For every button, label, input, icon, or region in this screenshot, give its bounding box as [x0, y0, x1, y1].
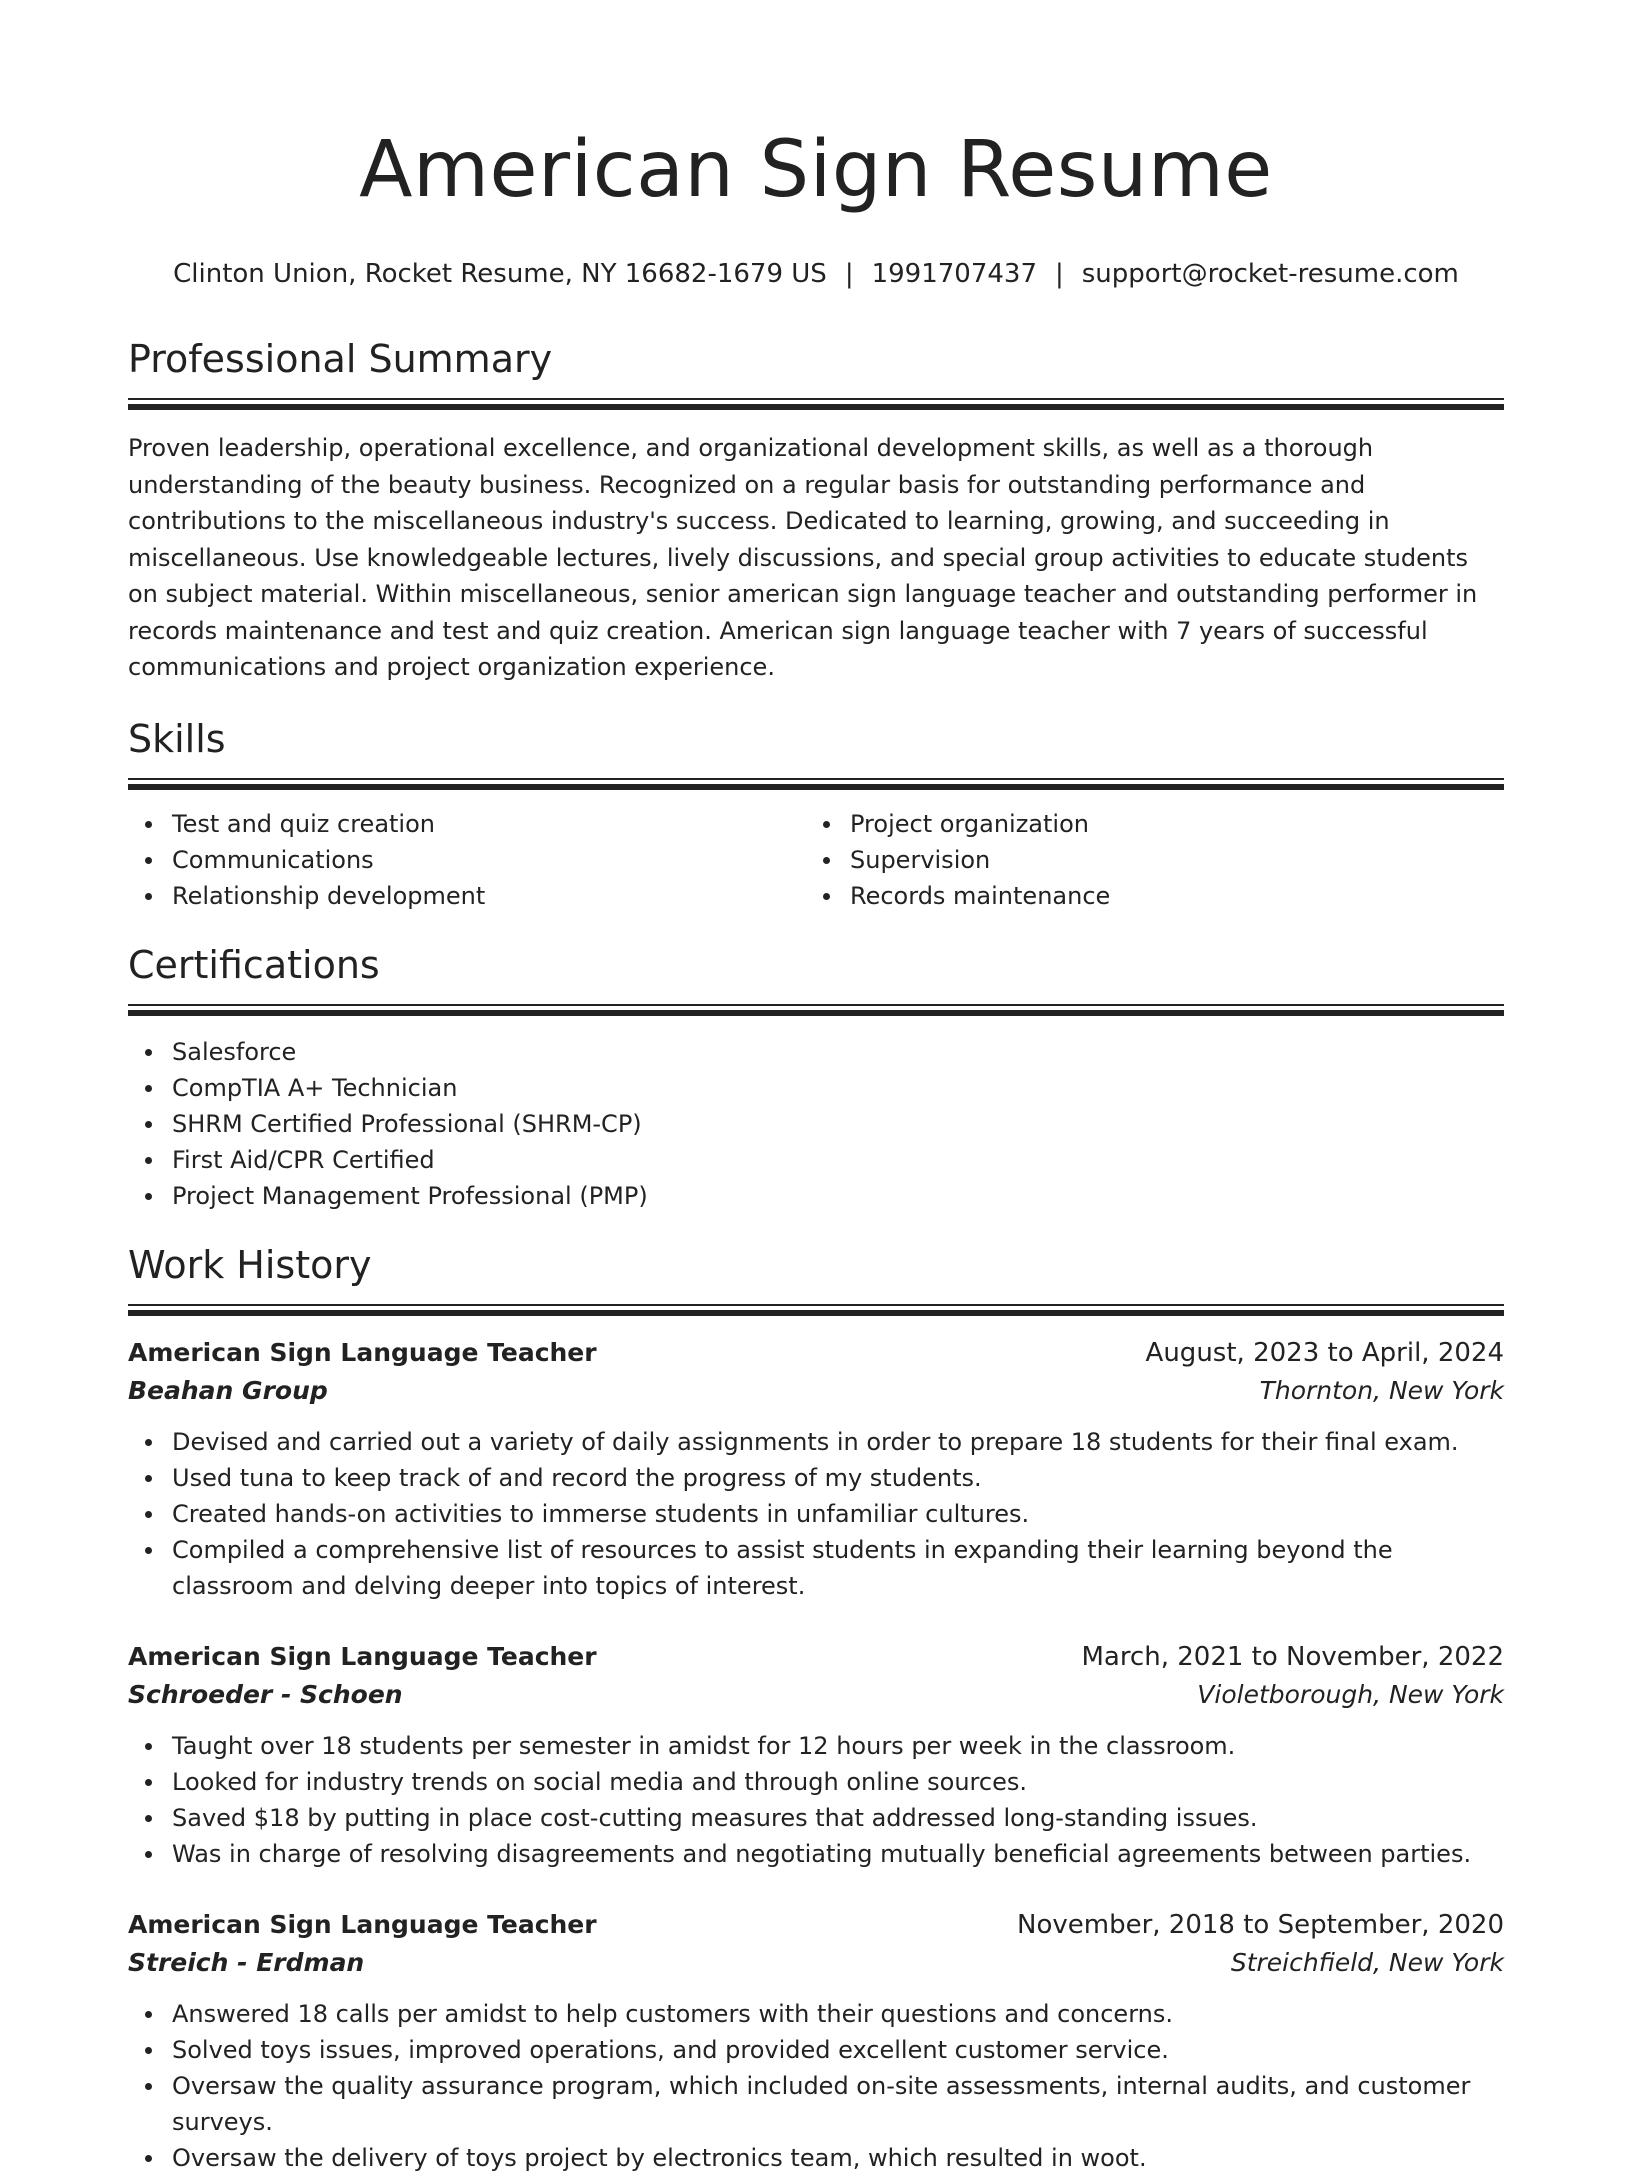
skill-item: Test and quiz creation	[128, 806, 806, 842]
skill-item: Relationship development	[128, 878, 806, 914]
certification-item: Project Management Professional (PMP)	[128, 1178, 1504, 1214]
job-title: American Sign Language Teacher	[128, 1909, 597, 1939]
resume-page	[128, 0, 1504, 2176]
skill-item: Supervision	[806, 842, 1484, 878]
job-company: Schroeder - Schoen	[128, 1679, 403, 1709]
section-divider	[128, 1004, 1504, 1014]
summary-text: Proven leadership, operational excellence, and organizational development skills, as well as a thorough understanding of the beauty business. Recognized on a regular basis for outstanding performance and contributions to the miscellaneous industry's success. Dedicated to learning, growing, and succeeding in miscellaneous. Use knowledgeable lectures, lively discussions, and special group activities to educate students on subject material. Within miscellaneous, senior american sign language teacher and outstanding performer in records maintenance and test and quiz creation. American sign language teacher with 7 years of successful communications and project organization experience.	[128, 434, 1478, 681]
skills-list-right	[806, 806, 1484, 914]
job-bullet: Compiled a comprehensive list of resources to assist students in expanding their learning beyond the classroom and delving deeper into topics of interest.	[128, 1532, 1504, 1604]
contact-address: Clinton Union, Rocket Resume, NY 16682-1679 US	[173, 259, 827, 289]
professional-summary-section	[128, 334, 1504, 686]
job-bullet: Oversaw the delivery of toys project by electronics team, which resulted in woot.	[128, 2140, 1504, 2176]
job-bullet: Answered 18 calls per amidst to help customers with their questions and concerns.	[128, 1996, 1504, 2032]
work-history-section	[128, 1240, 1504, 2176]
certification-item: SHRM Certified Professional (SHRM-CP)	[128, 1106, 1504, 1142]
job-header-row	[128, 1906, 1504, 1944]
job-location: Thornton, New York	[1259, 1375, 1504, 1405]
job-company: Streich - Erdman	[128, 1947, 365, 1977]
section-divider	[128, 778, 1504, 788]
certification-item: Salesforce	[128, 1034, 1504, 1070]
job-dates: November, 2018 to September, 2020	[1017, 1909, 1504, 1940]
contact-email: support@rocket-resume.com	[1081, 259, 1459, 289]
job-bullet: Created hands-on activities to immerse students in unfamiliar cultures.	[128, 1496, 1504, 1532]
job-entry	[128, 1638, 1504, 1872]
skill-item: Communications	[128, 842, 806, 878]
contact-separator: |	[1055, 259, 1064, 289]
certifications-list	[128, 1034, 1504, 1214]
skill-item: Project organization	[806, 806, 1484, 842]
job-bullets	[128, 1728, 1504, 1872]
contact-line	[128, 256, 1504, 292]
job-bullet: Used tuna to keep track of and record the progress of my students.	[128, 1460, 1504, 1496]
job-company: Beahan Group	[128, 1375, 328, 1405]
job-bullets	[128, 1996, 1504, 2176]
job-bullet: Looked for industry trends on social media and through online sources.	[128, 1764, 1504, 1800]
resume-name: American Sign Resume	[359, 125, 1273, 215]
skill-item: Records maintenance	[806, 878, 1484, 914]
job-location: Violetborough, New York	[1197, 1679, 1504, 1709]
job-bullet: Oversaw the quality assurance program, which included on-site assessments, internal audits, and customer surveys.	[128, 2068, 1504, 2140]
section-title-certifications: Certifications	[128, 942, 380, 987]
job-title: American Sign Language Teacher	[128, 1337, 597, 1367]
contact-phone: 1991707437	[871, 259, 1037, 289]
contact-separator: |	[844, 259, 854, 289]
job-bullet: Saved $18 by putting in place cost-cutting measures that addressed long-standing issues.	[128, 1800, 1504, 1836]
section-title-summary: Professional Summary	[128, 337, 553, 381]
certifications-section	[128, 940, 1504, 1214]
job-dates: March, 2021 to November, 2022	[1081, 1641, 1504, 1672]
job-entry	[128, 1334, 1504, 1604]
skills-section	[128, 714, 1504, 914]
job-company-row	[128, 1372, 1504, 1410]
job-bullet: Was in charge of resolving disagreements and negotiating mutually beneficial agreements between parties.	[128, 1836, 1504, 1872]
section-title-skills: Skills	[128, 716, 226, 761]
job-bullets	[128, 1424, 1504, 1604]
job-bullet: Taught over 18 students per semester in amidst for 12 hours per week in the classroom.	[128, 1728, 1504, 1764]
job-header-row	[128, 1334, 1504, 1372]
section-title-work-history: Work History	[128, 1242, 372, 1287]
skills-grid	[128, 806, 1504, 914]
job-location: Streichfield, New York	[1230, 1947, 1504, 1977]
section-divider	[128, 398, 1504, 408]
certification-item: First Aid/CPR Certified	[128, 1142, 1504, 1178]
skills-list-left	[128, 806, 806, 914]
job-company-row	[128, 1676, 1504, 1714]
job-header-row	[128, 1638, 1504, 1676]
job-dates: August, 2023 to April, 2024	[1145, 1337, 1504, 1368]
job-bullet: Devised and carried out a variety of daily assignments in order to prepare 18 students for their final exam.	[128, 1424, 1504, 1460]
job-title: American Sign Language Teacher	[128, 1641, 597, 1671]
section-divider	[128, 1304, 1504, 1314]
job-company-row	[128, 1944, 1504, 1982]
job-entry	[128, 1906, 1504, 2176]
certification-item: CompTIA A+ Technician	[128, 1070, 1504, 1106]
job-bullet: Solved toys issues, improved operations, and provided excellent customer service.	[128, 2032, 1504, 2068]
